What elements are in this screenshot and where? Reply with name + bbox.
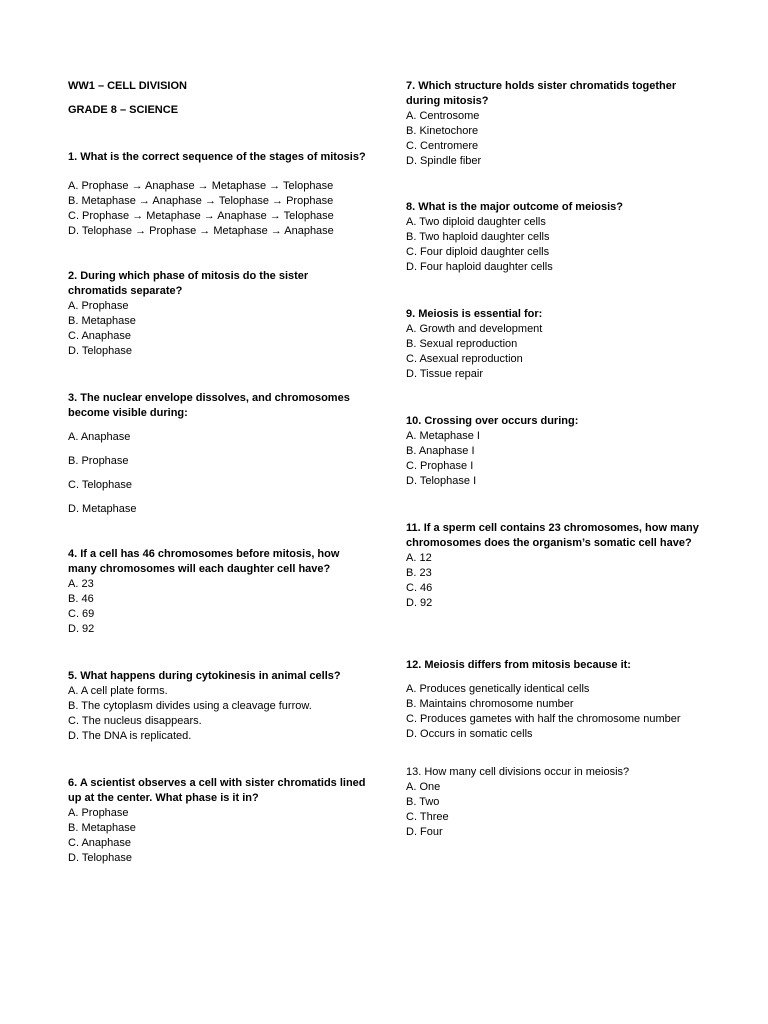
question-7	[406, 79, 706, 169]
answer-option: D. Telophase	[68, 852, 133, 864]
question-stem: 1. What is the correct sequence of the stages of mitosis?	[68, 151, 366, 163]
question-stem: 3. The nuclear envelope dissolves, and chromosomes become visible during:	[68, 392, 350, 419]
question-stem: 7. Which structure holds sister chromatids together during mitosis?	[406, 80, 677, 107]
answer-option: C. Four diploid daughter cells	[406, 246, 550, 258]
question-stem: 6. A scientist observes a cell with sister chromatids lined up at the center. What phase is it in?	[68, 777, 366, 804]
answer-option: C. Asexual reproduction	[406, 353, 523, 365]
answer-option: A. Centrosome	[406, 110, 480, 122]
question-12	[406, 658, 716, 742]
answer-option: D. Telophase I	[406, 475, 477, 487]
answer-option: A. Prophase → Anaphase → Metaphase → Telophase	[68, 180, 334, 192]
question-11	[406, 521, 706, 611]
answer-option: D. Four	[406, 826, 443, 838]
question-stem: 2. During which phase of mitosis do the sister chromatids separate?	[68, 270, 309, 297]
answer-option: B. Anaphase I	[406, 445, 475, 457]
question-stem: 11. If a sperm cell contains 23 chromosomes, how many chromosomes does the organism’s somatic cell have?	[406, 522, 699, 549]
answer-option: A. Prophase	[68, 807, 129, 819]
answer-option: C. Prophase → Metaphase → Anaphase → Telophase	[68, 210, 334, 222]
answer-option: C. 69	[68, 608, 95, 620]
answer-option: D. The DNA is replicated.	[68, 730, 192, 742]
answer-option: B. Metaphase	[68, 315, 136, 327]
answer-option: B. Two haploid daughter cells	[406, 231, 550, 243]
answer-option: B. Sexual reproduction	[406, 338, 518, 350]
answer-option: C. Anaphase	[68, 837, 131, 849]
worksheet-subtitle: GRADE 8 – SCIENCE	[68, 104, 179, 116]
question-10	[406, 414, 706, 489]
answer-option: C. Anaphase	[68, 330, 131, 342]
question-stem: 8. What is the major outcome of meiosis?	[406, 201, 623, 213]
answer-option: A. Metaphase I	[406, 430, 480, 442]
answer-option: C. Produces gametes with half the chromosome number	[406, 713, 681, 725]
answer-option: A. Anaphase	[68, 431, 131, 443]
answer-option: B. 46	[68, 593, 94, 605]
answer-option: B. 23	[406, 567, 432, 579]
answer-option: C. Prophase I	[406, 460, 474, 472]
answer-option: B. Two	[406, 796, 440, 808]
answer-option: A. One	[406, 781, 441, 793]
question-3	[68, 391, 368, 517]
answer-option: D. Metaphase	[68, 503, 137, 515]
answer-option: B. Metaphase	[68, 822, 136, 834]
question-stem: 5. What happens during cytokinesis in animal cells?	[68, 670, 341, 682]
question-stem: 9. Meiosis is essential for:	[406, 308, 543, 320]
answer-option: B. Metaphase → Anaphase → Telophase → Prophase	[68, 195, 334, 207]
question-8	[406, 200, 706, 275]
question-stem: 10. Crossing over occurs during:	[406, 415, 579, 427]
answer-option: A. Prophase	[68, 300, 129, 312]
answer-option: C. 46	[406, 582, 433, 594]
question-stem: 13. How many cell divisions occur in meiosis?	[406, 766, 630, 778]
answer-option: B. Maintains chromosome number	[406, 698, 574, 710]
answer-option: A. Produces genetically identical cells	[406, 683, 590, 695]
question-9	[406, 307, 706, 382]
answer-option: C. The nucleus disappears.	[68, 715, 202, 727]
worksheet-title: WW1 – CELL DIVISION	[68, 80, 187, 92]
answer-option: D. Spindle fiber	[406, 155, 482, 167]
answer-option: D. Tissue repair	[406, 368, 484, 380]
answer-option: D. Telophase	[68, 345, 133, 357]
question-5	[68, 669, 378, 744]
question-stem: 4. If a cell has 46 chromosomes before mitosis, how many chromosomes will each daughter cell have?	[68, 548, 340, 575]
question-1	[68, 150, 368, 239]
answer-option: B. The cytoplasm divides using a cleavage furrow.	[68, 700, 312, 712]
answer-option: C. Telophase	[68, 479, 133, 491]
answer-option: B. Prophase	[68, 455, 129, 467]
question-13	[406, 765, 706, 840]
answer-option: C. Three	[406, 811, 449, 823]
answer-option: D. Four haploid daughter cells	[406, 261, 553, 273]
question-2	[68, 269, 368, 359]
answer-option: C. Centromere	[406, 140, 479, 152]
answer-option: B. Kinetochore	[406, 125, 479, 137]
answer-option: A. Two diploid daughter cells	[406, 216, 546, 228]
question-6	[68, 776, 368, 866]
answer-option: A. 12	[406, 552, 432, 564]
answer-option: D. 92	[68, 623, 95, 635]
answer-option: D. Occurs in somatic cells	[406, 728, 533, 740]
question-stem: 12. Meiosis differs from mitosis because it:	[406, 659, 631, 671]
answer-option: D. 92	[406, 597, 433, 609]
answer-option: A. A cell plate forms.	[68, 685, 168, 697]
question-4	[68, 547, 368, 637]
answer-option: A. 23	[68, 578, 94, 590]
answer-option: A. Growth and development	[406, 323, 543, 335]
answer-option: D. Telophase → Prophase → Metaphase → Anaphase	[68, 225, 334, 237]
